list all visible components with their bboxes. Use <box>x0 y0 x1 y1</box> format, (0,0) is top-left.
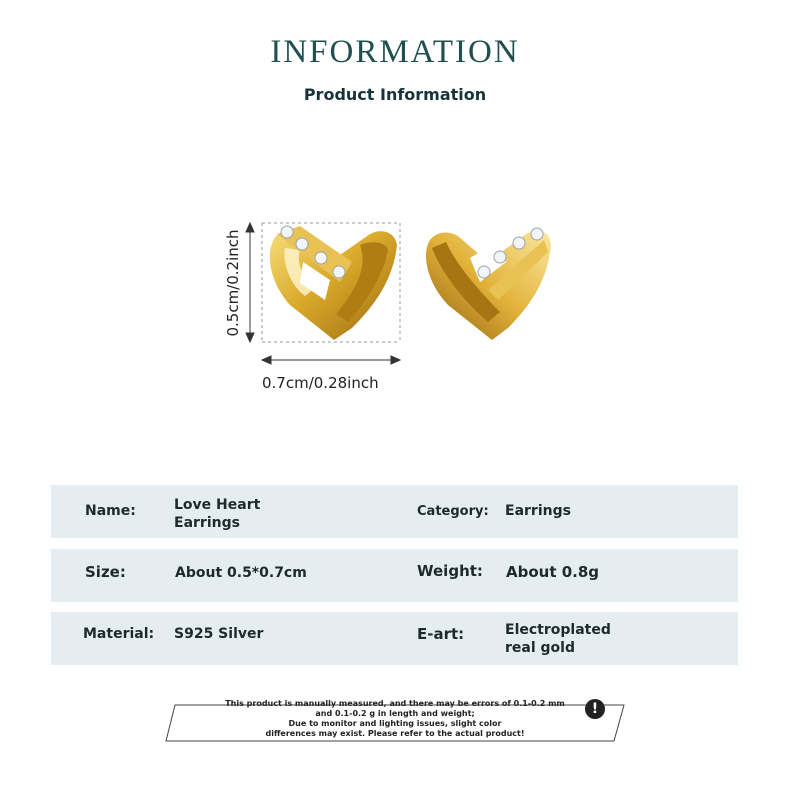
height-arrow <box>246 223 254 342</box>
notice-line3: Due to monitor and lighting issues, slight color <box>288 719 502 728</box>
size-value: About 0.5*0.7cm <box>175 565 307 581</box>
size-label: Size: <box>85 563 126 581</box>
material-value: S925 Silver <box>174 626 264 642</box>
spec-row-name <box>51 485 738 538</box>
warning-icon: ! <box>585 699 605 719</box>
material-label: Material: <box>83 626 155 642</box>
eart-value <box>505 621 611 657</box>
height-dimension-label: 0.5cm/0.2inch <box>224 229 242 337</box>
eart-value-line1: Electroplated <box>505 622 611 638</box>
notice-text <box>165 699 625 739</box>
page-subtitle: Product Information <box>303 85 487 104</box>
eart-value-line2: real gold <box>505 640 575 656</box>
name-value-line2: Earrings <box>174 515 240 531</box>
name-label: Name: <box>85 503 136 519</box>
spec-row-size <box>51 549 738 602</box>
left-earring <box>270 226 397 340</box>
spec-row-material <box>51 612 738 665</box>
category-value: Earrings <box>505 503 571 519</box>
notice-line4: differences may exist. Please refer to the actual product! <box>265 729 525 738</box>
page-title: INFORMATION <box>270 34 520 70</box>
category-label: Category: <box>417 504 489 519</box>
width-dimension-label: 0.7cm/0.28inch <box>262 374 379 392</box>
weight-value: About 0.8g <box>506 563 600 581</box>
notice-line2: and 0.1-0.2 g in length and weight; <box>315 709 475 718</box>
name-value-line1: Love Heart <box>174 497 261 513</box>
width-arrow <box>262 356 400 364</box>
name-value <box>174 496 260 532</box>
right-earring <box>426 228 551 340</box>
eart-label: E-art: <box>417 625 465 643</box>
weight-label: Weight: <box>417 562 483 580</box>
notice-line1: This product is manually measured, and there may be errors of 0.1-0.2 mm <box>225 699 565 708</box>
